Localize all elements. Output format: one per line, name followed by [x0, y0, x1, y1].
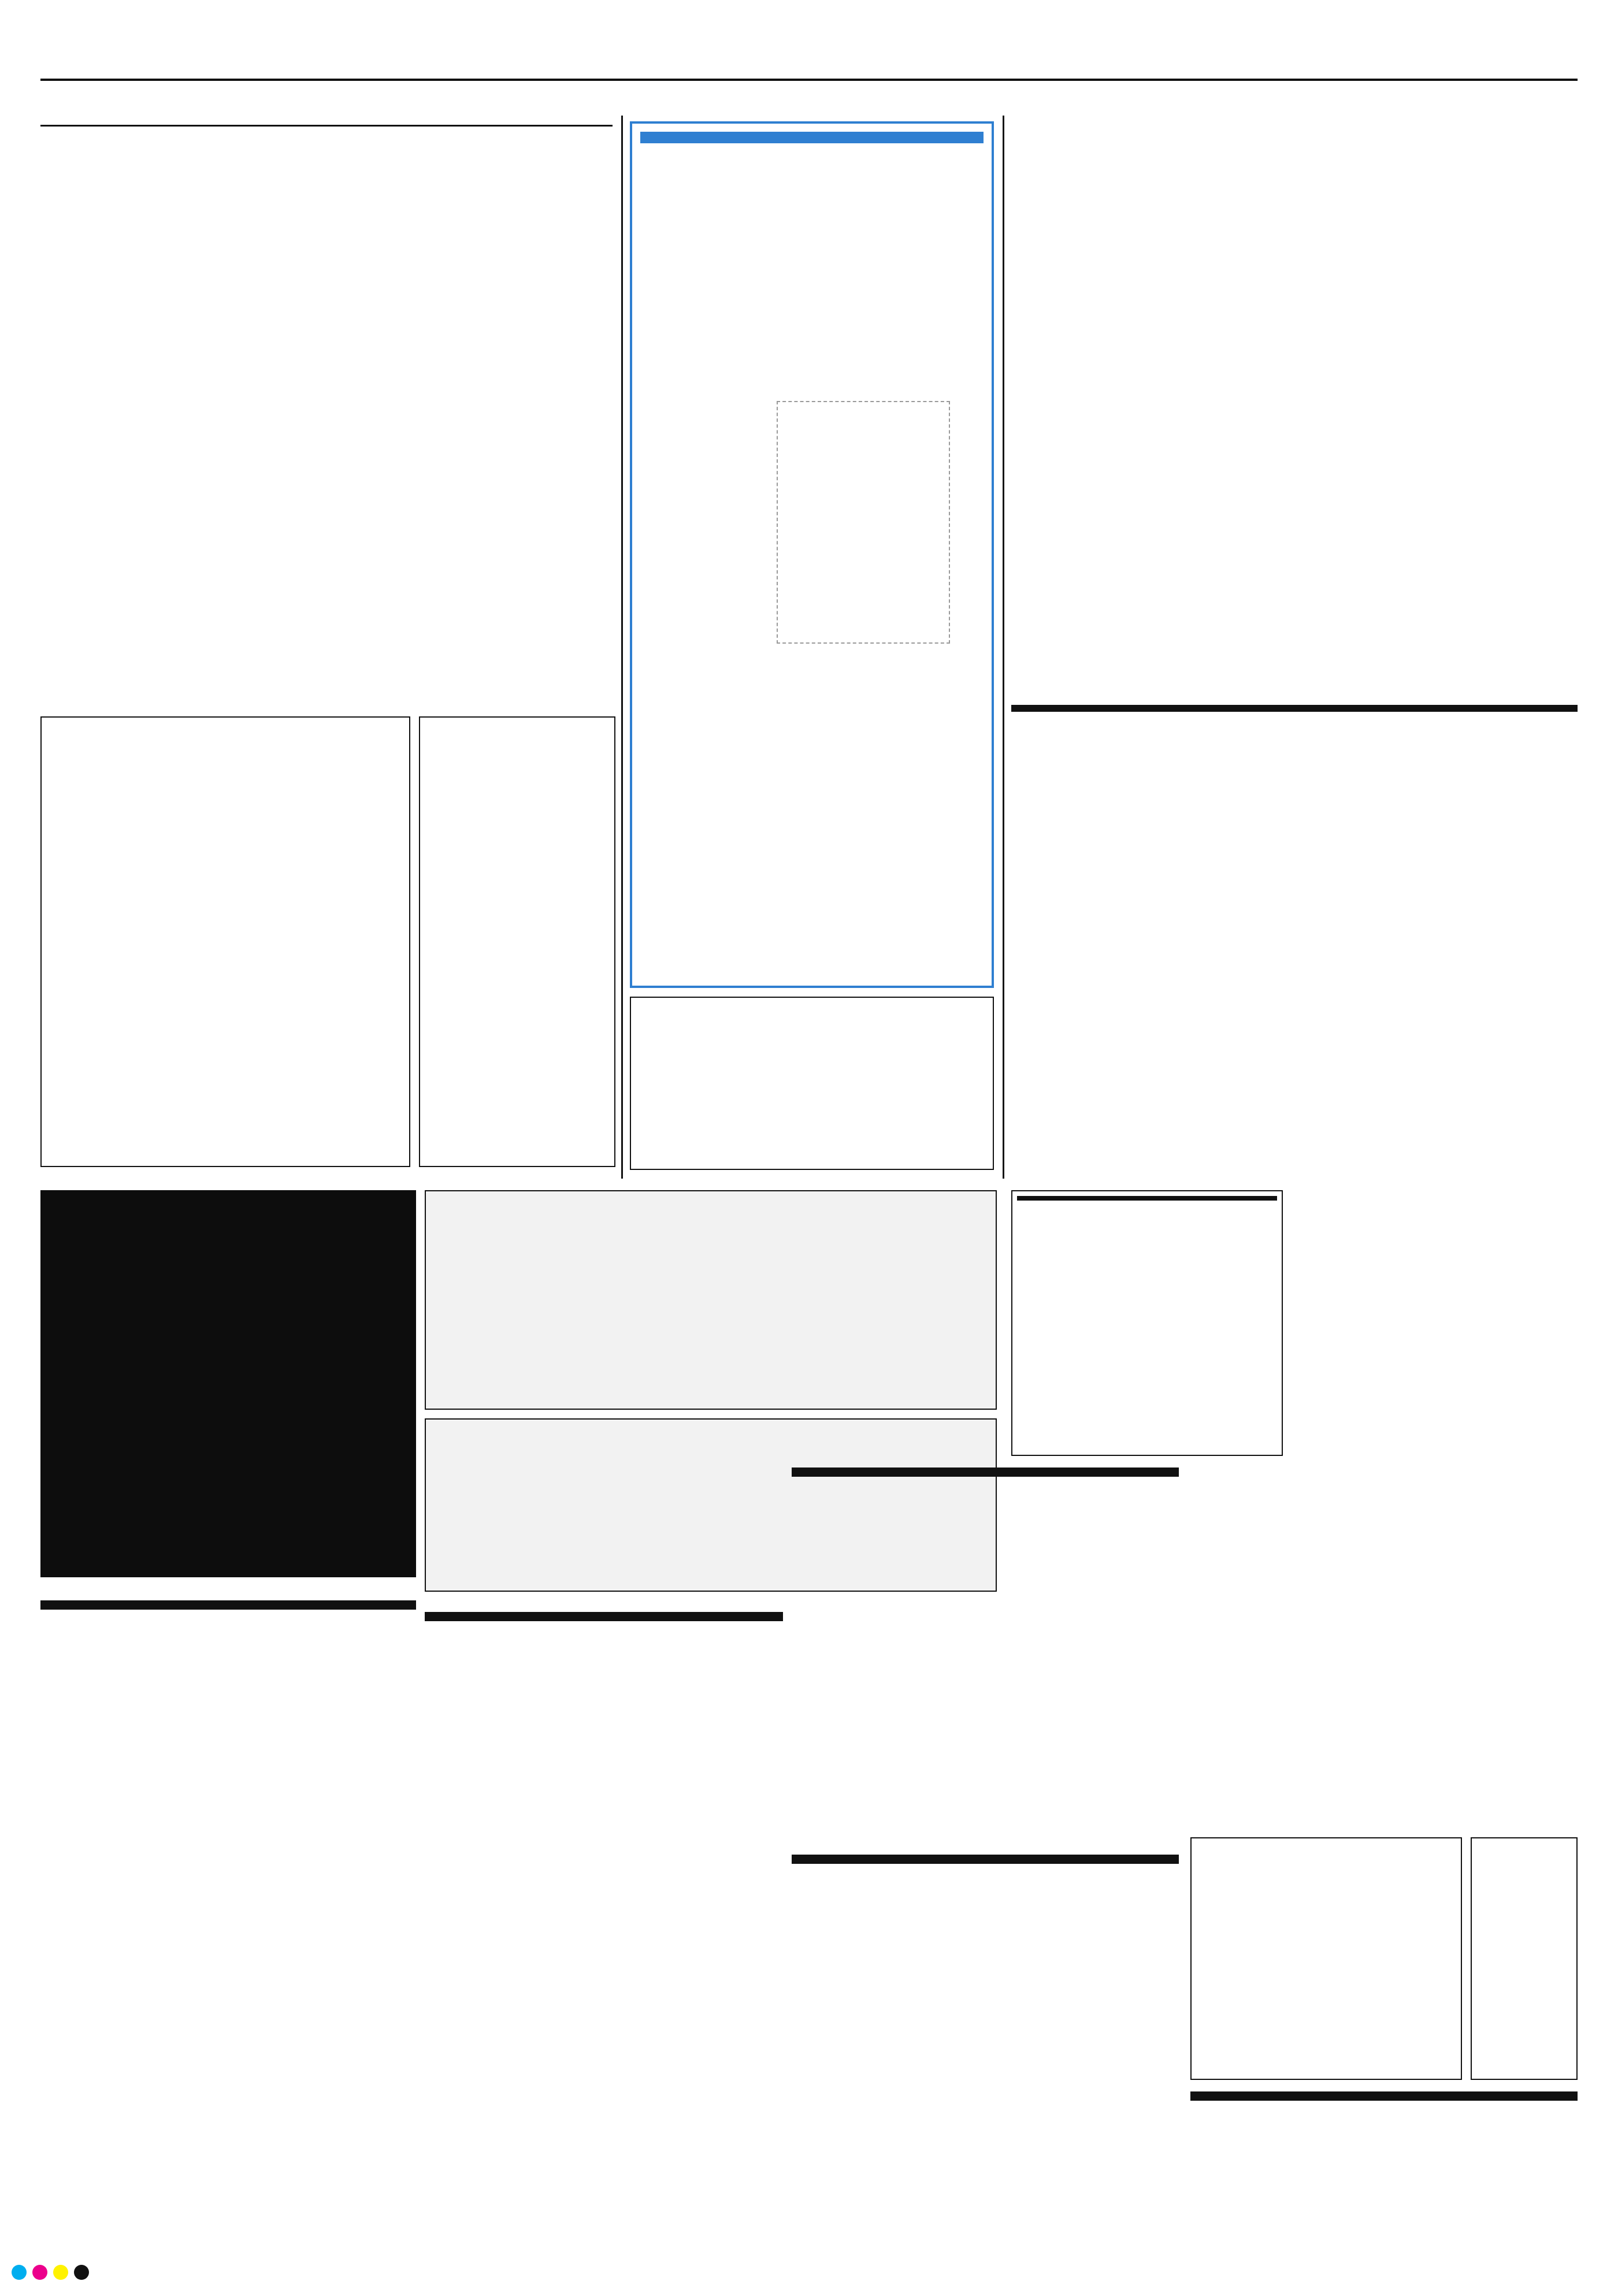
event-advertisement — [425, 1190, 997, 1410]
notice-title — [792, 1855, 1179, 1864]
registration-mark-black — [74, 2265, 89, 2280]
cartoon-illustration — [777, 401, 950, 644]
column-rule — [1003, 116, 1004, 1179]
registration-mark-cyan — [12, 2265, 27, 2280]
public-notice — [1190, 2091, 1578, 2247]
masthead — [40, 35, 1578, 81]
notice-title — [425, 1612, 783, 1621]
footer-note — [1471, 1837, 1578, 2080]
public-notice — [792, 1467, 1179, 1843]
story — [1292, 1190, 1578, 1456]
public-notice — [40, 1600, 416, 2247]
column-title — [640, 132, 984, 143]
story — [40, 480, 613, 711]
public-notice — [792, 1855, 1179, 2247]
registration-mark-yellow — [53, 2265, 68, 2280]
story-box — [419, 716, 615, 1167]
public-notice — [425, 1612, 783, 2247]
notice-title — [1190, 2091, 1578, 2101]
story-kicker — [1011, 705, 1578, 712]
column-rule — [621, 116, 623, 1179]
story — [1011, 705, 1578, 1167]
opinion-column — [630, 121, 994, 988]
story — [1011, 121, 1578, 699]
story-kicker — [40, 121, 613, 127]
notice-title — [792, 1467, 1179, 1477]
event-advertisement — [40, 1190, 416, 1577]
story — [1190, 1467, 1578, 1826]
lead-story — [40, 121, 613, 474]
imprint-box — [630, 997, 994, 1170]
story-box — [40, 716, 410, 1167]
rain-table-title — [1017, 1196, 1277, 1201]
notice-title — [40, 1600, 416, 1610]
rainfall-table — [1011, 1190, 1283, 1456]
registration-mark-magenta — [32, 2265, 47, 2280]
rainfall-table — [1190, 1837, 1462, 2080]
